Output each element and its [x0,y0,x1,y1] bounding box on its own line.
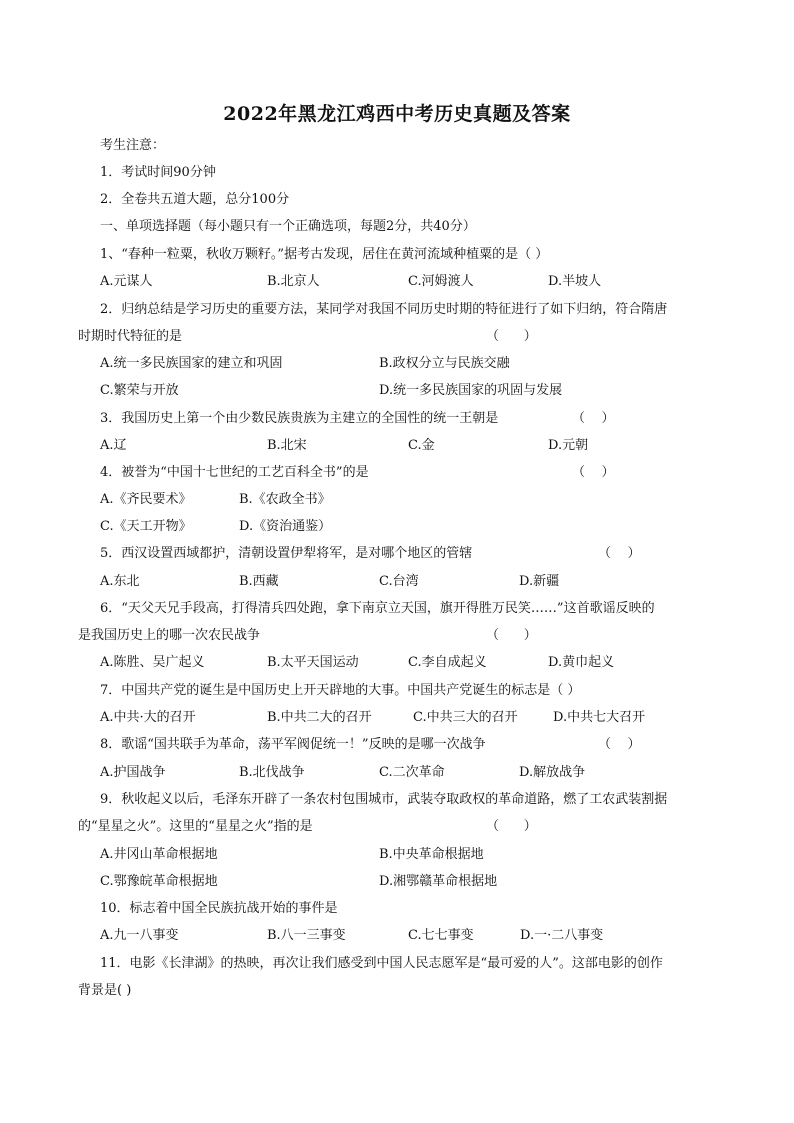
q8-option-c: C.二次革命 [379,765,445,780]
q1-option-c: C.河姆渡人 [408,274,474,289]
question-6-line-1: 6．“天父天兄手段高，打得清兵四处跑，拿下南京立天国，旗开得胜万民笑……”这首歌谣反映的 [100,601,655,616]
notice-item-1: 1．考试时间90分钟 [100,165,216,180]
q4-option-d: D.《资治通鉴） [239,519,332,534]
q4-option-c: C.《天工开物》 [100,519,192,534]
question-4-text: 4．被誉为“中国十七世纪的工艺百科全书”的是 [100,465,369,480]
question-11-line-1: 11．电影《长津湖》的热映，再次让我们感受到中国人民志愿军是“最可爱的人”。这部电影的创作 [100,956,663,971]
answer-bracket: （ ） [598,546,641,561]
q8-option-b: B.北伐战争 [239,765,305,780]
question-11-line-2: 背景是( ) [78,983,132,998]
q2-option-a: A.统一多民族国家的建立和巩固 [100,356,283,371]
question-10-text: 10．标志着中国全民族抗战开始的事件是 [100,901,338,916]
question-2-line-1: 2．归纳总结是学习历史的重要方法，某同学对我国不同历史时期的特征进行了如下归纳，符合隋唐 [100,302,668,317]
q3-option-d: D.元朝 [548,438,589,453]
question-6-line-2: 是我国历史上的哪一次农民战争 [78,628,261,643]
section-heading: 一、单项选择题（每小题只有一个正确选项，每题2分，共40分） [100,219,476,234]
question-2-line-2: 时期时代特征的是 [78,329,183,344]
q4-option-b: B.《农政全书》 [239,492,331,507]
q3-option-a: A.辽 [100,438,127,453]
question-9-line-2: 的“星星之火”。这里的“星星之火”指的是 [78,819,313,834]
question-3-text: 3．我国历史上第一个由少数民族贵族为主建立的全国性的统一王朝是 [100,411,499,426]
answer-bracket: （ ） [572,411,615,426]
q2-option-d: D.统一多民族国家的巩固与发展 [379,383,563,398]
q3-option-c: C.金 [408,438,435,453]
question-5-text: 5．西汉设置西域都护，清朝设置伊犁将军，是对哪个地区的管辖 [100,546,473,561]
answer-bracket: （ ） [486,628,537,643]
q6-option-d: D.黄巾起义 [548,655,615,670]
q2-option-b: B.政权分立与民族交融 [379,356,510,371]
q9-option-a: A.井冈山革命根据地 [100,847,218,862]
q1-option-d: D.半坡人 [548,274,602,289]
notice-item-2: 2．全卷共五道大题，总分100分 [100,192,290,207]
q9-option-d: D.湘鄂赣革命根据地 [379,874,498,889]
q5-option-d: D.新疆 [519,574,560,589]
answer-bracket: （ ） [598,737,641,752]
q1-option-a: A.元谋人 [100,274,153,289]
q9-option-b: B.中央革命根据地 [379,847,484,862]
q10-option-c: C.七七事变 [408,928,474,943]
q9-option-c: C.鄂豫皖革命根据地 [100,874,218,889]
q3-option-b: B.北宋 [267,438,307,453]
q7-option-d: D.中共七大召开 [553,710,646,725]
q5-option-b: B.西藏 [239,574,279,589]
q6-option-b: B.太平天国运动 [267,655,359,670]
q7-option-a: A.中共·大的召开 [100,710,196,725]
question-7-text: 7．中国共产党的诞生是中国历史上开天辟地的大事。中国共产党诞生的标志是（ ） [100,683,581,698]
q6-option-a: A.陈胜、吴广起义 [100,655,205,670]
answer-bracket: （ ） [486,329,537,344]
q8-option-a: A.护国战争 [100,765,166,780]
q5-option-a: A.东北 [100,574,140,589]
page-title: 2022年黑龙江鸡西中考历史真题及答案 [223,103,571,125]
question-1-text: 1、“春种一粒粟，秋收万颗籽。”据考古发现，居住在黄河流域种植粟的是（ ） [100,247,549,262]
q10-option-a: A.九一八事变 [100,928,179,943]
q4-option-a: A.《齐民要术》 [100,492,192,507]
q7-option-c: C.中共三大的召开 [413,710,518,725]
q10-option-d: D.一·二八事变 [520,928,604,943]
notice-heading: 考生注意： [100,138,166,153]
q6-option-c: C.李自成起义 [408,655,487,670]
q1-option-b: B.北京人 [267,274,320,289]
question-9-line-1: 9．秋收起义以后，毛泽东开辟了一条农村包围城市，武装夺取政权的革命道路，燃了工农武装割据 [100,792,668,807]
q10-option-b: B.八一三事变 [267,928,346,943]
answer-bracket: （ ） [486,819,537,834]
question-8-text: 8．歌谣“国共联手为革命，荡平军阀促统一！”反映的是哪一次战争 [100,737,486,752]
q7-option-b: B.中共二大的召开 [267,710,372,725]
q2-option-c: C.繁荣与开放 [100,383,179,398]
answer-bracket: （ ） [572,465,615,480]
q8-option-d: D.解放战争 [519,765,586,780]
q5-option-c: C.台湾 [379,574,419,589]
